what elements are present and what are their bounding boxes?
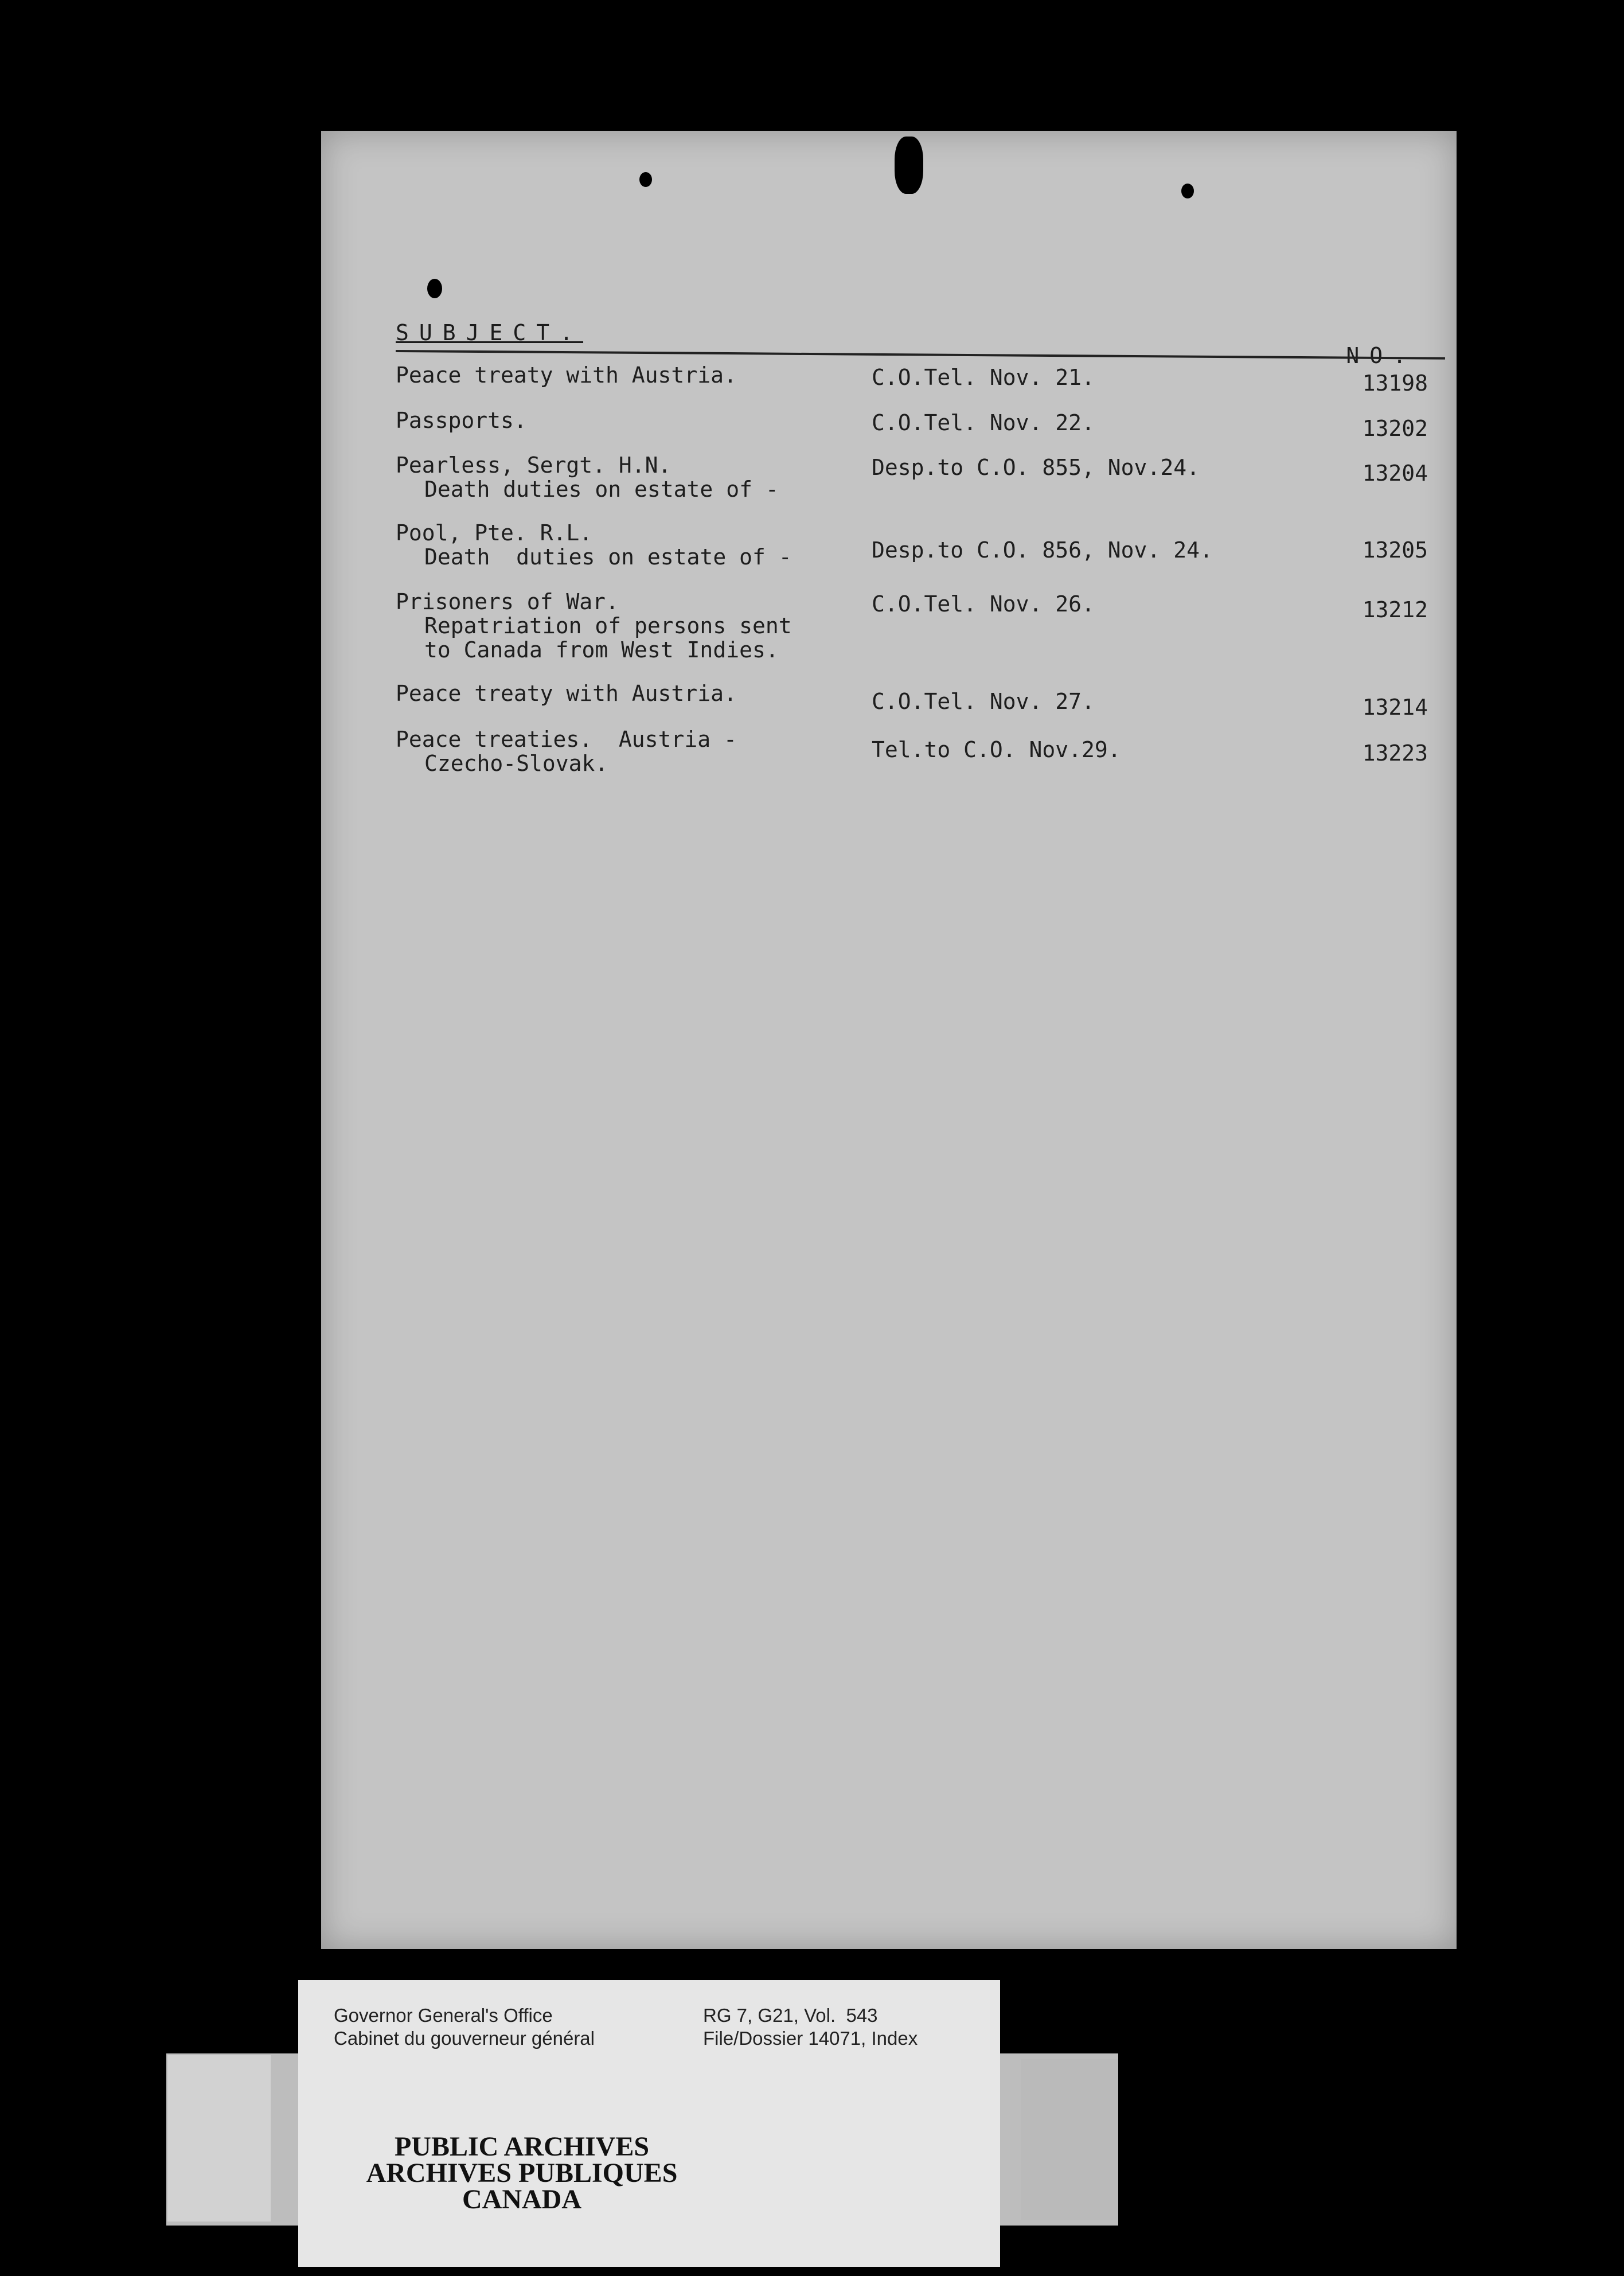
file-reference: File/Dossier 14071, Index — [703, 2028, 918, 2049]
entry-number: 13223 — [1362, 741, 1428, 766]
label-tab — [1021, 2059, 1118, 2220]
entry-subject: Peace treaties. Austria - Czecho-Slovak. — [396, 727, 737, 776]
entry-reference: Tel.to C.O. Nov.29. — [872, 737, 1121, 762]
entry-subject: Prisoners of War. Repatriation of persons sent to Canada from West Indies. — [396, 589, 792, 662]
entry-number: 13205 — [1362, 537, 1428, 563]
index-entry — [396, 727, 1428, 785]
label-tab — [167, 2055, 271, 2222]
entry-number: 13204 — [1362, 461, 1428, 486]
stamp-line-english: PUBLIC ARCHIVES — [394, 2131, 650, 2162]
entry-reference: C.O.Tel. Nov. 27. — [872, 689, 1095, 714]
index-entry — [396, 521, 1428, 578]
office-french: Cabinet du gouverneur général — [334, 2028, 595, 2049]
entry-reference: C.O.Tel. Nov. 22. — [872, 410, 1095, 435]
archives-stamp — [321, 2131, 723, 2215]
index-entry — [396, 453, 1428, 510]
entry-subject: Pool, Pte. R.L. Death duties on estate of - — [396, 520, 792, 570]
index-entry — [396, 681, 1428, 720]
entry-number: 13212 — [1362, 597, 1428, 622]
subject-column-heading: SUBJECT. — [396, 320, 584, 345]
entry-subject: Passports. — [396, 408, 527, 433]
entry-reference: Desp.to C.O. 856, Nov. 24. — [872, 537, 1213, 563]
table-header — [396, 320, 1416, 366]
entry-subject: Pearless, Sergt. H.N. Death duties on estate of - — [396, 453, 779, 502]
office-english: Governor General's Office — [334, 2005, 553, 2026]
entry-subject: Peace treaty with Austria. — [396, 681, 737, 706]
document-page — [321, 131, 1457, 1949]
entry-subject: Peace treaty with Austria. — [396, 363, 737, 388]
entry-number: 13198 — [1362, 371, 1428, 396]
record-group-reference: RG 7, G21, Vol. 543 — [703, 2005, 878, 2026]
stamp-line-french: ARCHIVES PUBLIQUES — [366, 2158, 678, 2188]
number-column-heading: NO. — [1346, 343, 1416, 368]
ink-spot — [639, 172, 652, 187]
index-entry — [396, 363, 1428, 397]
entry-reference: C.O.Tel. Nov. 26. — [872, 591, 1095, 617]
index-entry — [396, 408, 1428, 443]
ink-spot — [1181, 184, 1194, 198]
ink-spot — [427, 279, 442, 298]
stamp-line-country: CANADA — [462, 2184, 581, 2215]
punch-hole — [895, 137, 923, 194]
entry-reference: Desp.to C.O. 855, Nov.24. — [872, 455, 1200, 480]
entry-number: 13214 — [1362, 695, 1428, 720]
archive-label — [298, 1980, 1000, 2267]
index-entry — [396, 590, 1428, 670]
entry-reference: C.O.Tel. Nov. 21. — [872, 365, 1095, 390]
entry-number: 13202 — [1362, 416, 1428, 441]
